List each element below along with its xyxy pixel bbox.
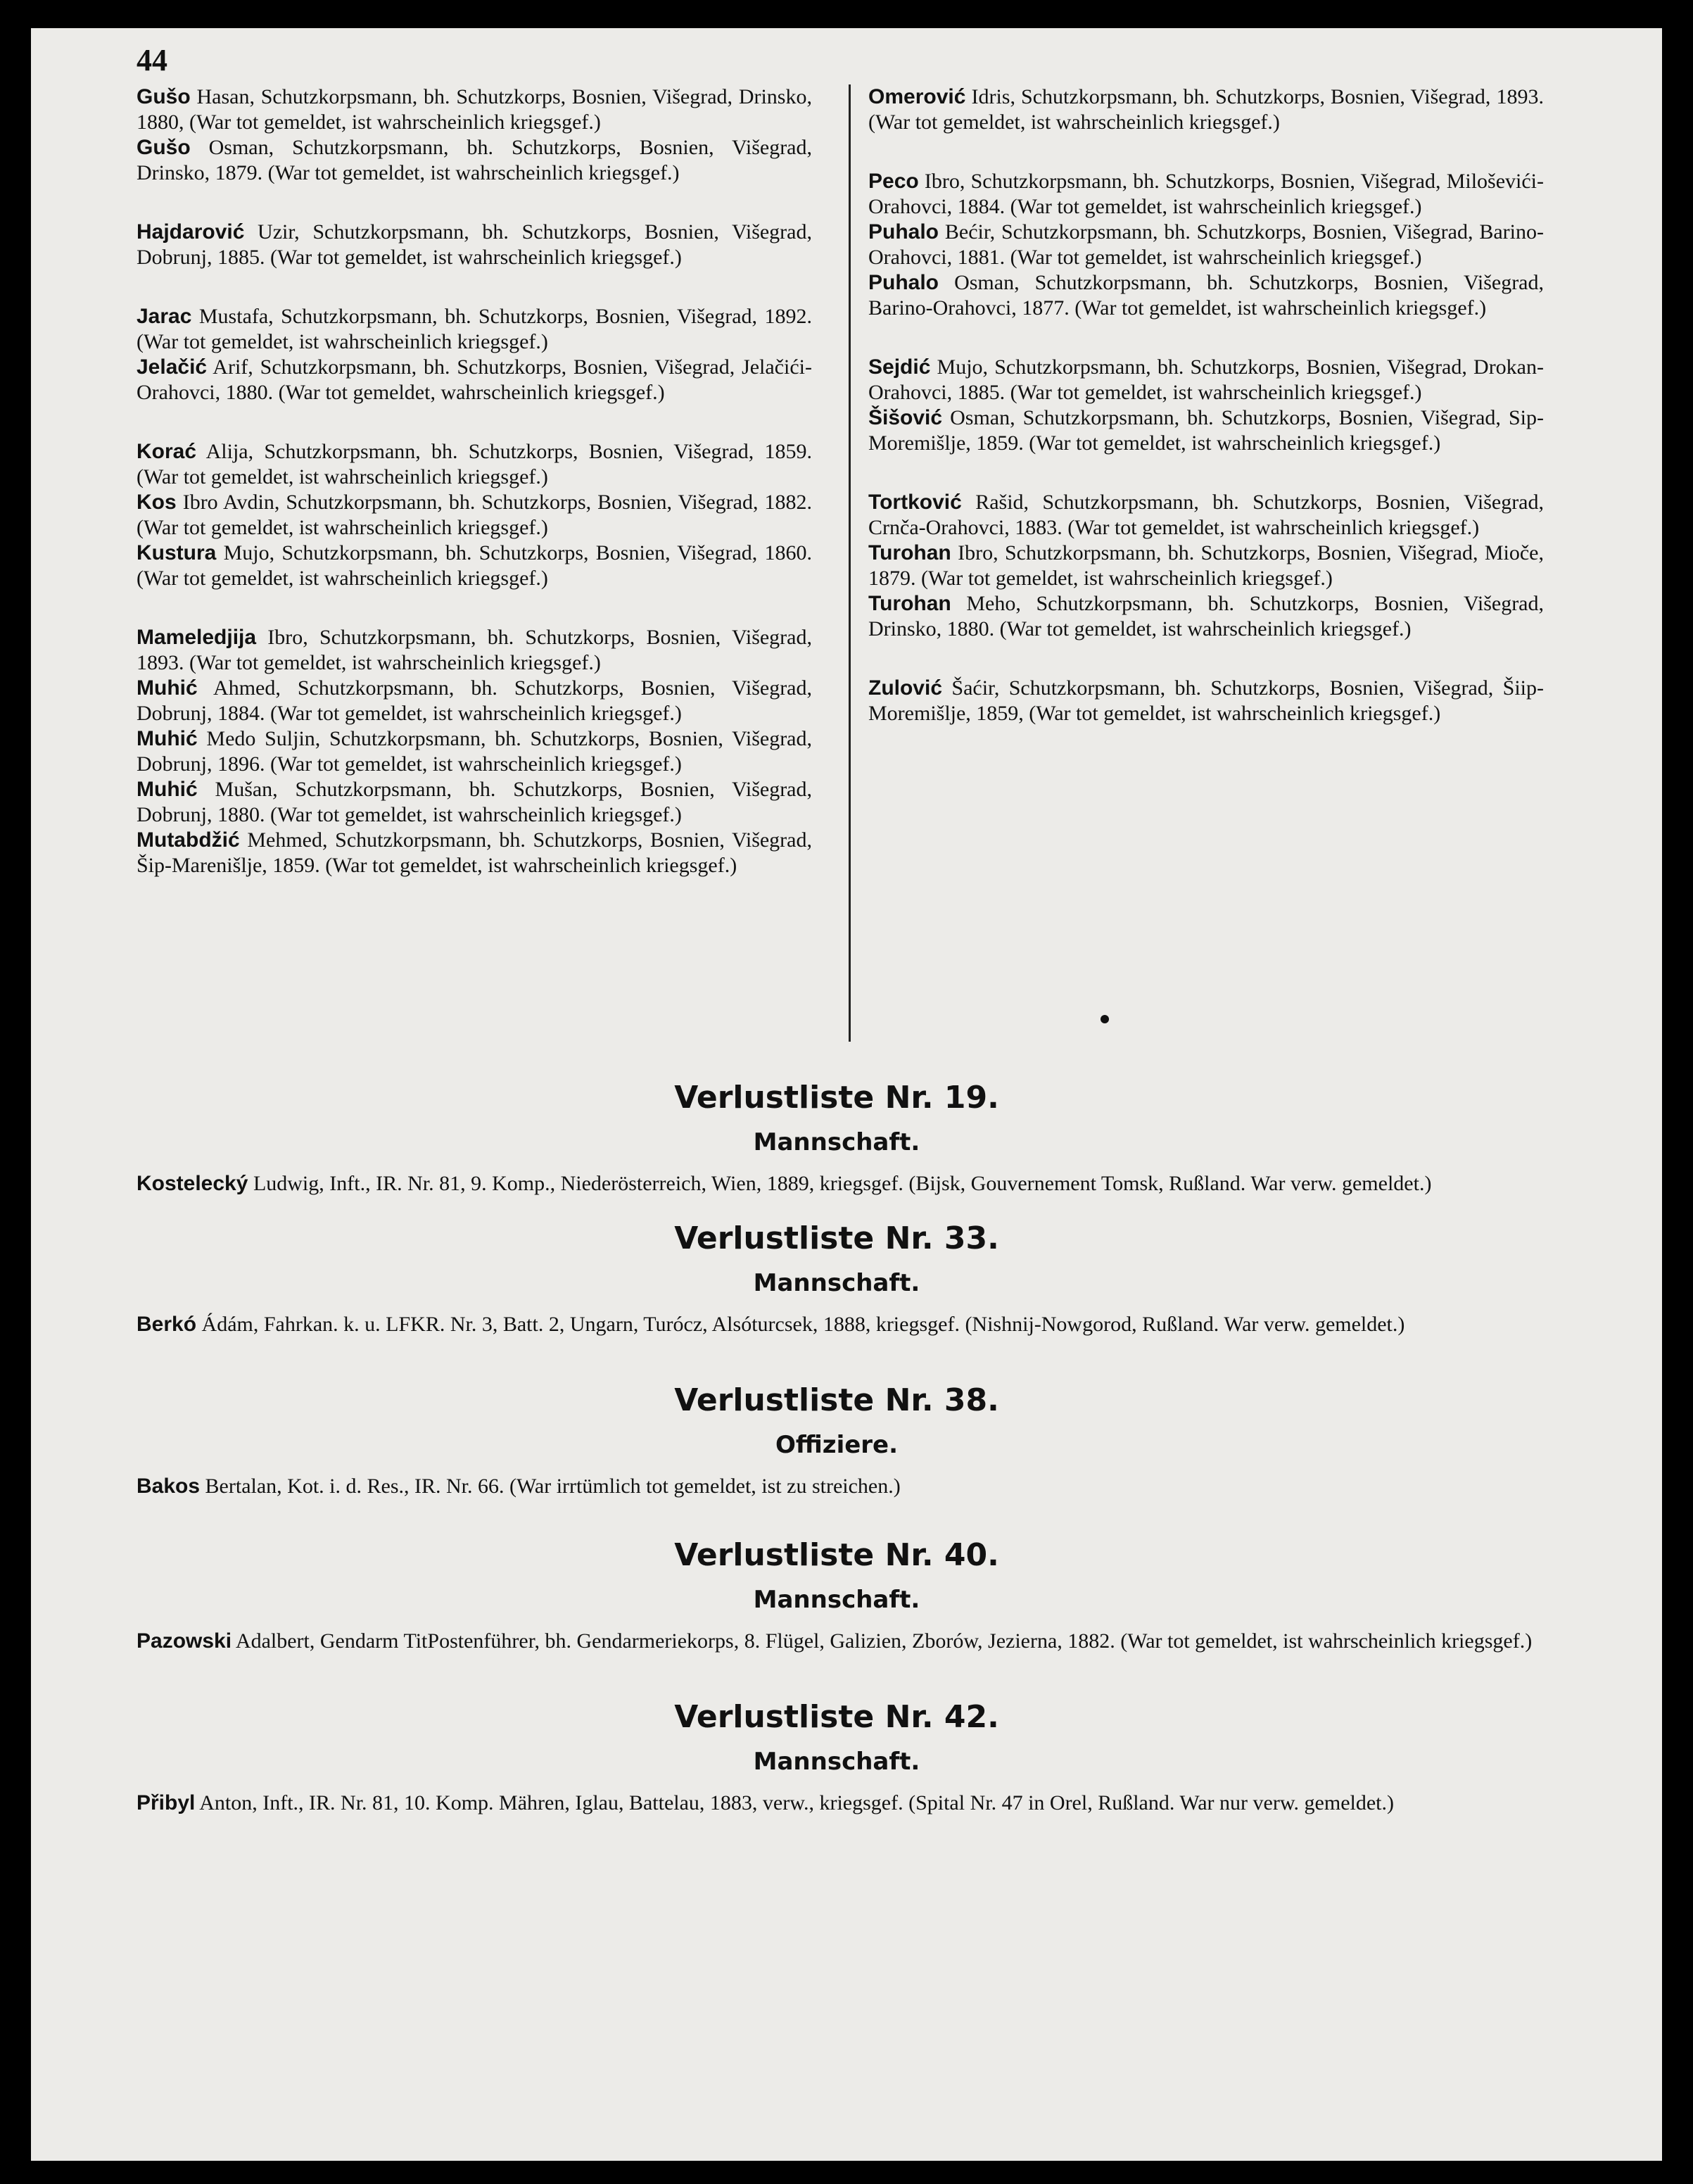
verlustliste-sections <box>137 1077 1537 1837</box>
section-title: Verlustliste Nr. 42. <box>674 1699 999 1735</box>
verlustliste-section <box>137 1077 1537 1197</box>
list-entry: Mameledjija Ibro, Schutzkorpsmann, bh. Schutzkorps, Bosnien, Višegrad, 1893. (War tot gemeldet, ist wahrscheinlich kriegsgef.) <box>137 626 812 674</box>
section-subtitle: Mannschaft. <box>753 1269 920 1297</box>
section-subtitle: Offiziere. <box>775 1431 899 1459</box>
right-column <box>868 84 1544 726</box>
section-title: Verlustliste Nr. 33. <box>674 1220 999 1256</box>
list-entry: Korać Alija, Schutzkorpsmann, bh. Schutzkorps, Bosnien, Višegrad, 1859. (War tot gemeldet, ist wahrscheinlich kriegsgef.) <box>137 440 812 488</box>
list-entry: Kostelecký Ludwig, Inft., IR. Nr. 81, 9. Komp., Niederösterreich, Wien, 1889, kriegsgef. (Bijsk, Gouvernement Tomsk, Rußland. War verw. gemeldet.) <box>137 1172 1432 1195</box>
section-subtitle: Mannschaft. <box>753 1586 920 1614</box>
list-entry: Hajdarović Uzir, Schutzkorpsmann, bh. Schutzkorps, Bosnien, Višegrad, Dobrunj, 1885. (War tot gemeldet, ist wahrscheinlich kriegsgef.) <box>137 220 812 269</box>
list-entry: Kos Ibro Avdin, Schutzkorpsmann, bh. Schutzkorps, Bosnien, Višegrad, 1882. (War tot gemeldet, ist wahrscheinlich kriegsgef.) <box>137 491 812 539</box>
list-entry: Kustura Mujo, Schutzkorpsmann, bh. Schutzkorps, Bosnien, Višegrad, 1860. (War tot gemeldet, ist wahrscheinlich kriegsgef.) <box>137 541 812 590</box>
list-entry: Pazowski Adalbert, Gendarm TitPostenführer, bh. Gendarmeriekorps, 8. Flügel, Galizien, Zborów, Jezierna, 1882. (War tot gemeldet, ist wahrscheinlich kriegsgef.) <box>137 1629 1533 1653</box>
list-entry: Berkó Ádám, Fahrkan. k. u. LFKR. Nr. 3, Batt. 2, Ungarn, Turócz, Alsóturcsek, 1888, kriegsgef. (Nishnij-Nowgorod, Rußland. War verw. gemeldet.) <box>137 1313 1405 1336</box>
section-title: Verlustliste Nr. 38. <box>674 1382 999 1418</box>
list-entry: Jelačić Arif, Schutzkorpsmann, bh. Schutzkorps, Bosnien, Višegrad, Jelačići-Orahovci, 1880. (War tot gemeldet, wahrscheinlich kriegsgef.) <box>137 355 812 404</box>
left-column <box>137 84 812 878</box>
verlustliste-section <box>137 1218 1537 1337</box>
list-entry: Omerović Idris, Schutzkorpsmann, bh. Schutzkorps, Bosnien, Višegrad, 1893. (War tot gemeldet, ist wahrscheinlich kriegsgef.) <box>868 85 1544 134</box>
list-entry: Tortković Rašid, Schutzkorpsmann, bh. Schutzkorps, Bosnien, Višegrad, Crnča-Orahovci, 1883. (War tot gemeldet, ist wahrscheinlich kriegsgef.) <box>868 491 1544 539</box>
section-subtitle: Mannschaft. <box>753 1748 920 1776</box>
section-title: Verlustliste Nr. 19. <box>674 1080 999 1116</box>
list-entry: Puhalo Bećir, Schutzkorpsmann, bh. Schutzkorps, Bosnien, Višegrad, Barino-Orahovci, 1881. (War tot gemeldet, ist wahrscheinlich kriegsgef.) <box>868 220 1544 269</box>
list-entry: Sejdić Mujo, Schutzkorpsmann, bh. Schutzkorps, Bosnien, Višegrad, Drokan-Orahovci, 1885. (War tot gemeldet, ist wahrscheinlich kriegsgef.) <box>868 355 1544 404</box>
page-number: 44 <box>137 43 167 77</box>
two-column-list <box>137 84 1558 1070</box>
list-entry: Peco Ibro, Schutzkorpsmann, bh. Schutzkorps, Bosnien, Višegrad, Miloševići-Orahovci, 1884. (War tot gemeldet, ist wahrscheinlich kriegsgef.) <box>868 170 1544 218</box>
column-divider <box>849 84 851 1042</box>
list-entry: Jarac Mustafa, Schutzkorpsmann, bh. Schutzkorps, Bosnien, Višegrad, 1892. (War tot gemeldet, ist wahrscheinlich kriegsgef.) <box>137 305 812 353</box>
ink-dot <box>1101 1015 1109 1023</box>
list-entry: Puhalo Osman, Schutzkorpsmann, bh. Schutzkorps, Bosnien, Višegrad, Barino-Orahovci, 1877. (War tot gemeldet, ist wahrscheinlich kriegsgef.) <box>868 271 1544 320</box>
list-entry: Šišović Osman, Schutzkorpsmann, bh. Schutzkorps, Bosnien, Višegrad, Sip-Moremišlje, 1859. (War tot gemeldet, ist wahrscheinlich kriegsgef.) <box>868 406 1544 455</box>
list-entry: Muhić Medo Suljin, Schutzkorpsmann, bh. Schutzkorps, Bosnien, Višegrad, Dobrunj, 1896. (War tot gemeldet, ist wahrscheinlich kriegsgef.) <box>137 727 812 776</box>
list-entry: Turohan Ibro, Schutzkorpsmann, bh. Schutzkorps, Bosnien, Višegrad, Mioče, 1879. (War tot gemeldet, ist wahrscheinlich kriegsgef.) <box>868 541 1544 590</box>
section-subtitle: Mannschaft. <box>753 1128 920 1156</box>
verlustliste-section <box>137 1534 1537 1654</box>
list-entry: Mutabdžić Mehmed, Schutzkorpsmann, bh. Schutzkorps, Bosnien, Višegrad, Šip-Marenišlje, 1859. (War tot gemeldet, ist wahrscheinlich kriegsgef.) <box>137 828 812 877</box>
list-entry: Muhić Ahmed, Schutzkorpsmann, bh. Schutzkorps, Bosnien, Višegrad, Dobrunj, 1884. (War tot gemeldet, ist wahrscheinlich kriegsgef.) <box>137 676 812 725</box>
list-entry: Bakos Bertalan, Kot. i. d. Res., IR. Nr. 66. (War irrtümlich tot gemeldet, ist zu streichen.) <box>137 1475 901 1498</box>
verlustliste-section <box>137 1380 1537 1499</box>
list-entry: Gušo Hasan, Schutzkorpsmann, bh. Schutzkorps, Bosnien, Višegrad, Drinsko, 1880, (War tot gemeldet, ist wahrscheinlich kriegsgef.) <box>137 85 812 134</box>
document-page <box>31 28 1662 2161</box>
list-entry: Gušo Osman, Schutzkorpsmann, bh. Schutzkorps, Bosnien, Višegrad, Drinsko, 1879. (War tot gemeldet, ist wahrscheinlich kriegsgef.) <box>137 136 812 184</box>
list-entry: Zulović Šaćir, Schutzkorpsmann, bh. Schutzkorps, Bosnien, Višegrad, Šiip-Moremišlje, 1859, (War tot gemeldet, ist wahrscheinlich kriegsgef.) <box>868 676 1544 725</box>
verlustliste-section <box>137 1696 1537 1816</box>
list-entry: Přibyl Anton, Inft., IR. Nr. 81, 10. Komp. Mähren, Iglau, Battelau, 1883, verw., kriegsgef. (Spital Nr. 47 in Orel, Rußland. War nur verw. gemeldet.) <box>137 1791 1395 1814</box>
list-entry: Turohan Meho, Schutzkorpsmann, bh. Schutzkorps, Bosnien, Višegrad, Drinsko, 1880. (War tot gemeldet, ist wahrscheinlich kriegsgef.) <box>868 592 1544 640</box>
list-entry: Muhić Mušan, Schutzkorpsmann, bh. Schutzkorps, Bosnien, Višegrad, Dobrunj, 1880. (War tot gemeldet, ist wahrscheinlich kriegsgef.) <box>137 778 812 826</box>
section-title: Verlustliste Nr. 40. <box>674 1537 999 1573</box>
